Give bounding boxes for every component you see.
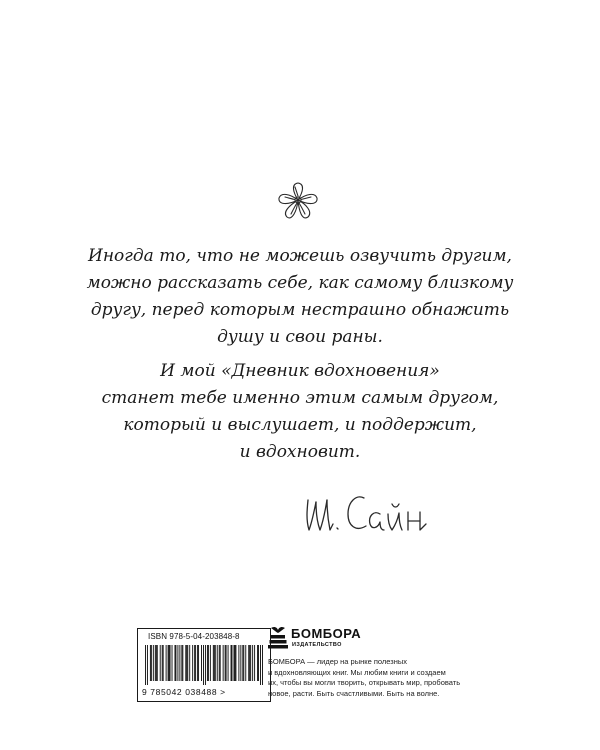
publisher-subtitle: ИЗДАТЕЛЬСТВО: [292, 642, 342, 648]
barcode-bar: [234, 645, 235, 681]
quote-line: который и выслушает, и поддержит,: [123, 415, 477, 435]
barcode-bar: [208, 645, 209, 681]
barcode-bar: [215, 645, 216, 681]
barcode-bar: [257, 645, 258, 681]
barcode-bar: [254, 645, 255, 681]
barcode-bar: [163, 645, 164, 681]
quote-line: другу, перед которым нестрашно обнажить: [90, 300, 510, 320]
publisher-description-line: их, чтобы вы могли творить, открывать мир, пробовать: [268, 678, 461, 687]
barcode-bar: [250, 645, 251, 681]
barcode-bar: [214, 645, 215, 681]
barcode-bar: [195, 645, 196, 681]
barcode-bar: [166, 645, 167, 681]
publisher-description-line: и вдохновляющих книг. Мы любим книги и создаем: [268, 667, 446, 677]
barcode-bar: [262, 645, 263, 685]
barcode-bar: [185, 645, 186, 681]
quote-line: Иногда то, что не можешь озвучить другим,: [88, 246, 512, 266]
barcode-bar: [187, 645, 188, 681]
barcode-bar: [238, 645, 239, 681]
barcode-bar: [175, 645, 176, 681]
barcode-bar: [223, 645, 224, 681]
publisher-name: БОМБОРА: [291, 626, 362, 641]
barcode-bar: [177, 645, 178, 681]
barcode-bar: [258, 645, 259, 681]
publisher-description: [268, 657, 468, 699]
isbn-number: ISBN 978-5-04-203848-8: [148, 632, 240, 641]
barcode-bar: [225, 645, 226, 681]
barcode-bar: [145, 645, 146, 685]
publisher-description-line: БОМБОРА — лидер на рынке полезных: [268, 657, 408, 666]
barcode-bar: [194, 645, 195, 681]
barcode-bar: [226, 645, 227, 681]
bombora-logo-icon: [268, 624, 288, 650]
barcode-bar: [170, 645, 171, 681]
barcode-bar: [147, 645, 148, 685]
barcode-bar: [151, 645, 152, 681]
quote-line: станет тебе именно этим самым другом,: [101, 388, 499, 408]
barcode-bar: [169, 645, 170, 681]
quote-paragraph-1: [80, 243, 520, 351]
barcode-bar: [249, 645, 250, 681]
barcode-bar: [172, 645, 173, 681]
quote-line: можно рассказать себе, как самому близкому: [86, 273, 514, 293]
barcode-digits: 9 785042 038488 >: [142, 687, 226, 697]
barcode-bar: [243, 645, 244, 681]
barcode-bar: [153, 645, 154, 681]
quote-line: И мой «Дневник вдохновения»: [160, 361, 440, 381]
barcode-bar: [231, 645, 232, 681]
quote-line: душу и свои раны.: [217, 327, 383, 347]
barcode-bar: [182, 645, 183, 681]
barcode-bar: [235, 645, 236, 681]
barcode-bar: [245, 645, 246, 681]
author-signature: [300, 478, 450, 548]
barcode-bar: [155, 645, 156, 681]
barcode-bar: [189, 645, 190, 681]
barcode-bar: [252, 645, 253, 681]
barcode-bar: [213, 645, 214, 681]
barcode-bar: [232, 645, 233, 681]
barcode-bar: [203, 645, 204, 685]
barcode-bar: [168, 645, 169, 681]
publisher-description-line: новое, расти. Быть счастливыми. Быть на волне.: [268, 688, 440, 698]
barcode-bar: [201, 645, 202, 681]
barcode-bar: [240, 645, 241, 681]
barcode-bar: [217, 645, 218, 681]
barcode-bar: [157, 645, 158, 681]
barcode-bar: [205, 645, 206, 685]
barcode-bar: [186, 645, 187, 681]
barcode-bar: [160, 645, 161, 681]
barcode-bars: [145, 645, 263, 685]
barcode-bar: [198, 645, 199, 681]
barcode-bar: [228, 645, 229, 681]
flower-icon: [273, 180, 323, 226]
quote-line: и вдохновит.: [239, 442, 361, 462]
barcode-bar: [242, 645, 243, 681]
barcode-bar: [192, 645, 193, 681]
barcode-bar: [220, 645, 221, 681]
barcode-bar: [150, 645, 151, 681]
barcode-bar: [181, 645, 182, 681]
quote-paragraph-2: [80, 358, 520, 466]
barcode-bar: [260, 645, 261, 685]
barcode-bar: [179, 645, 180, 681]
barcode-bar: [175, 645, 176, 681]
barcode-bar: [248, 645, 249, 681]
barcode-bar: [156, 645, 157, 681]
barcode-bar: [207, 645, 208, 681]
barcode-bar: [197, 645, 198, 681]
barcode-bar: [162, 645, 163, 681]
barcode-bar: [219, 645, 220, 681]
barcode-bar: [210, 645, 211, 681]
barcode-bar: [234, 645, 235, 681]
